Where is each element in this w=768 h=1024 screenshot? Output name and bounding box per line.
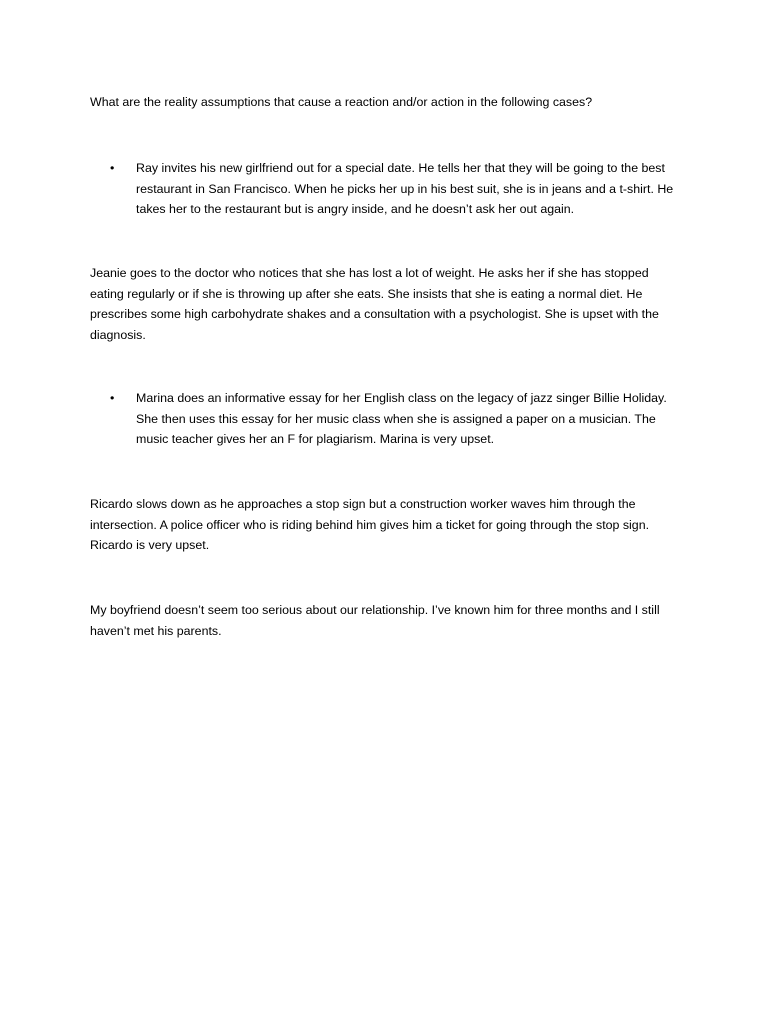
case-marina-text: Marina does an informative essay for her English class on the legacy of jazz singer Billie Holiday. She then uses this essay for her music class when she is assigned a paper on a musician. The music teacher gives her an F for plagiarism. Marina is very upset.	[136, 391, 667, 446]
case-jeanie-text: Jeanie goes to the doctor who notices that she has lost a lot of weight. He asks her if she has stopped eating regularly or if she is throwing up after she eats. She insists that she is eating a normal diet. He prescribes some high carbohydrate shakes and a consultation with a psychologist. She is upset with the diagnosis.	[90, 266, 659, 342]
bullet-icon: •	[110, 161, 115, 175]
bullet-icon: •	[110, 391, 115, 405]
case-ray-item	[110, 158, 680, 220]
case-ray-text: Ray invites his new girlfriend out for a special date. He tells her that they will be going to the best restaurant in San Francisco. When he picks her up in his best suit, she is in jeans and a t-shirt. He takes her to the restaurant but is angry inside, and he doesn’t ask her out again.	[136, 161, 674, 216]
case-boyfriend-text: My boyfriend doesn’t seem too serious about our relationship. I’ve known him for three months and I still haven’t met his parents.	[90, 603, 660, 638]
case-marina-item	[110, 388, 680, 450]
case-ricardo-text: Ricardo slows down as he approaches a stop sign but a construction worker waves him through the intersection. A police officer who is riding behind him gives him a ticket for going through the stop sign. Ricardo is very upset.	[90, 497, 650, 552]
prompt-text: What are the reality assumptions that cause a reaction and/or action in the following cases?	[90, 95, 593, 109]
